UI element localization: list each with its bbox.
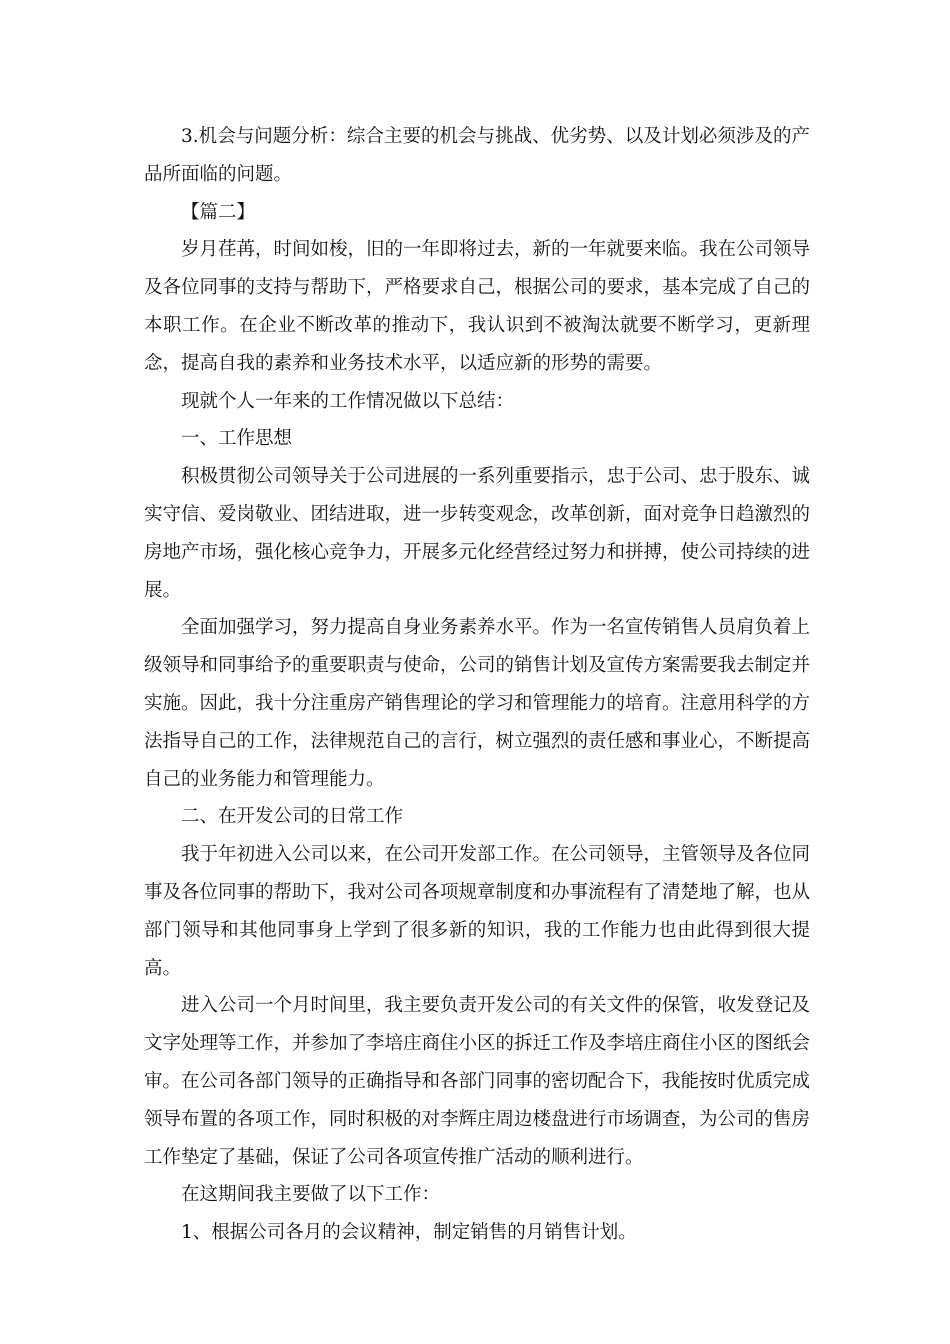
paragraph-first-month: 进入公司一个月时间里，我主要负责开发公司的有关文件的保管，收发登记及文字处理等工作，并参加了李培庄商住小区的拆迁工作及李培庄商住小区的图纸会审。在公司各部门领导的正确指导和各部门同事的密切配合下，我能按时优质完成领导布置的各项工作，同时积极的对李辉庄周边楼盘进行市场调查，为公司的售房工作垫定了基础，保证了公司各项宣传推广活动的顺利进行。: [144, 995, 811, 1168]
heading-daily-work: 二、在开发公司的日常工作: [181, 806, 404, 828]
paragraph-intro: 岁月荏苒，时间如梭，旧的一年即将过去，新的一年就要来临。我在公司领导及各位同事的支持与帮助下，严格要求自己，根据公司的要求，基本完成了自己的本职工作。在企业不断改革的推动下，我认识到不被淘汰就要不断学习，更新理念，提高自我的素养和业务技术水平，以适应新的形势的需要。: [144, 239, 811, 374]
section-heading-part-two: 【篇二】: [181, 201, 256, 223]
list-item-1: 1、根据公司各月的会议精神，制定销售的月销售计划。: [181, 1222, 637, 1244]
paragraph-joining: 我于年初进入公司以来，在公司开发部工作。在公司领导，主管领导及各位同事及各位同事的帮助下，我对公司各项规章制度和办事流程有了清楚地了解，也从部门领导和其他同事身上学到了很多新的知识，我的工作能力也由此得到很大提高。: [144, 844, 811, 979]
paragraph-study: 全面加强学习，努力提高自身业务素养水平。作为一名宣传销售人员肩负着上级领导和同事给予的重要职责与使命，公司的销售计划及宣传方案需要我去制定并实施。因此，我十分注重房产销售理论的学习和管理能力的培育。注意用科学的方法指导自己的工作，法律规范自己的言行，树立强烈的责任感和事业心，不断提高自己的业务能力和管理能力。: [144, 617, 811, 790]
document-body: [144, 118, 810, 1252]
paragraph-opportunity-analysis: 3.机会与问题分析：综合主要的机会与挑战、优劣势、以及计划必须涉及的产品所面临的问题。: [144, 126, 810, 185]
heading-work-thinking: 一、工作思想: [181, 428, 293, 450]
paragraph-work-list-lead: 在这期间我主要做了以下工作：: [181, 1184, 441, 1206]
paragraph-work-thinking: 积极贯彻公司领导关于公司进展的一系列重要指示，忠于公司、忠于股东、诚实守信、爱岗敬业、团结进取，进一步转变观念，改革创新，面对竞争日趋激烈的房地产市场，强化核心竞争力，开展多元化经营经过努力和拼搏，使公司持续的进展。: [144, 466, 811, 601]
paragraph-summary-lead: 现就个人一年来的工作情况做以下总结：: [181, 390, 515, 412]
